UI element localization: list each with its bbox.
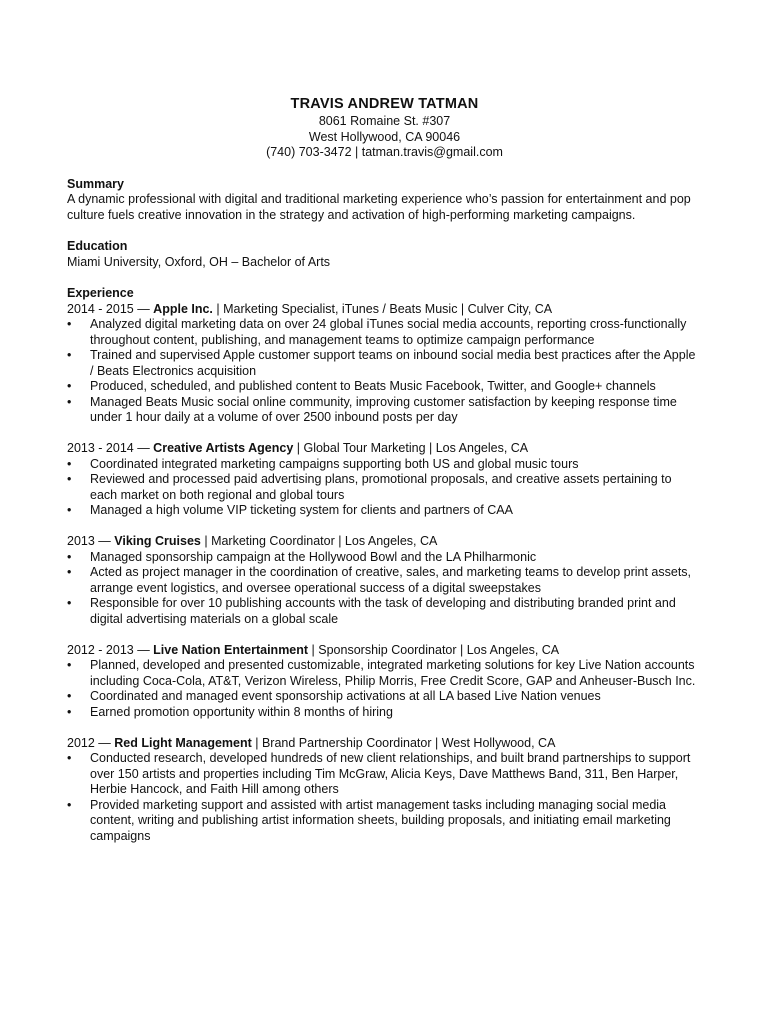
job-bullet-item bbox=[67, 379, 702, 395]
job-entry bbox=[67, 441, 702, 519]
job-details: | Marketing Coordinator | Los Angeles, CA bbox=[200, 534, 438, 548]
summary-section bbox=[67, 177, 702, 224]
job-bullet-list bbox=[67, 317, 702, 426]
job-dates: 2013 - 2014 — bbox=[67, 441, 154, 455]
job-bullet-item bbox=[67, 689, 702, 705]
job-bullet-text: Coordinated and managed event sponsorship activations at all LA based Live Nation venues bbox=[90, 689, 601, 703]
job-bullet-text: Coordinated integrated marketing campaigns supporting both US and global music tours bbox=[90, 456, 579, 471]
job-details: | Marketing Specialist, iTunes / Beats Music | Culver City, CA bbox=[212, 301, 553, 316]
bullet-icon: • bbox=[67, 751, 72, 765]
job-bullet-text: Planned, developed and presented customizable, integrated marketing solutions for key Live Nation accounts including Coca-Cola, AT&T, Verizon Wireless, Philip Morris, Free Credit Score, GAP and Anheuser-Busch Inc. bbox=[90, 658, 696, 688]
job-bullet-item bbox=[67, 751, 702, 798]
job-bullet-item bbox=[67, 550, 702, 566]
job-bullet-list bbox=[67, 457, 702, 519]
job-company: Creative Artists Agency bbox=[153, 441, 294, 455]
job-bullet-text: Conducted research, developed hundreds of new client relationships, and built brand partnerships to support over 150 artists and properties including Tim McGraw, Alicia Keys, Dave Matthews Band, 311, Ben Harper, Herbie Hancock, and Faith Hill among others bbox=[90, 751, 691, 796]
bullet-icon: • bbox=[67, 549, 72, 564]
job-bullet-list bbox=[67, 550, 702, 628]
job-bullet-text: Acted as project manager in the coordination of creative, sales, and marketing teams to develop print assets, arrange event logistics, and oversee operational success of a digital sweepstakes bbox=[90, 565, 692, 595]
bullet-icon: • bbox=[67, 596, 72, 610]
education-section bbox=[67, 239, 702, 270]
job-bullet-text: Produced, scheduled, and published content to Beats Music Facebook, Twitter, and Google+ channels bbox=[90, 379, 656, 393]
job-bullet-text: Earned promotion opportunity within 8 months of hiring bbox=[90, 704, 393, 719]
job-bullet-list bbox=[67, 658, 702, 720]
bullet-icon: • bbox=[67, 348, 72, 362]
education-text: Miami University, Oxford, OH – Bachelor of Arts bbox=[67, 254, 331, 269]
bullet-icon: • bbox=[67, 689, 72, 703]
job-bullet-list bbox=[67, 751, 702, 844]
job-title-line bbox=[67, 302, 702, 318]
job-dates: 2013 — bbox=[67, 534, 115, 548]
job-bullet-item bbox=[67, 457, 702, 473]
summary-heading: Summary bbox=[67, 176, 124, 191]
job-dates: 2014 - 2015 — bbox=[67, 301, 154, 316]
job-details: | Global Tour Marketing | Los Angeles, CA bbox=[293, 441, 529, 455]
address-line-2: West Hollywood, CA 90046 bbox=[308, 129, 461, 144]
candidate-name: TRAVIS ANDREW TATMAN bbox=[290, 96, 479, 112]
job-bullet-text: Managed Beats Music social online community, improving customer satisfaction by keeping response time under 1 hour daily at a volume of over 2500 inbound posts per day bbox=[90, 394, 677, 424]
job-bullet-item bbox=[67, 705, 702, 721]
job-bullet-text: Analyzed digital marketing data on over 24 global iTunes social media accounts, reporting cross-functionally throughout content, publishing, and management teams to optimize campaign performance bbox=[90, 317, 687, 347]
job-bullet-item bbox=[67, 596, 702, 627]
job-bullet-item bbox=[67, 658, 702, 689]
job-bullet-text: Reviewed and processed paid advertising plans, promotional proposals, and creative assets pertaining to each market on both regional and global tours bbox=[90, 472, 672, 502]
bullet-icon: • bbox=[67, 456, 72, 471]
job-details: | Sponsorship Coordinator | Los Angeles, CA bbox=[308, 642, 560, 657]
job-company: Viking Cruises bbox=[114, 534, 201, 548]
job-bullet-text: Trained and supervised Apple customer support teams on inbound social media best practices after the Apple / Beats Electronics acquisition bbox=[90, 348, 696, 378]
education-heading: Education bbox=[67, 239, 128, 253]
bullet-icon: • bbox=[67, 472, 72, 486]
job-bullet-text: Responsible for over 10 publishing accounts with the task of developing and distributing branded print and digital advertising materials on a global scale bbox=[90, 596, 676, 626]
job-list bbox=[67, 302, 702, 845]
job-entry bbox=[67, 534, 702, 627]
contact-line: (740) 703-3472 | tatman.travis@gmail.com bbox=[266, 145, 503, 159]
job-bullet-item bbox=[67, 798, 702, 845]
job-bullet-text: Managed sponsorship campaign at the Hollywood Bowl and the LA Philharmonic bbox=[90, 549, 537, 564]
job-entry bbox=[67, 643, 702, 721]
bullet-icon: • bbox=[67, 797, 72, 812]
job-title-line bbox=[67, 736, 702, 752]
experience-section bbox=[67, 286, 702, 844]
job-title-line bbox=[67, 441, 702, 457]
job-dates: 2012 - 2013 — bbox=[67, 642, 154, 657]
job-company: Live Nation Entertainment bbox=[153, 642, 309, 657]
bullet-icon: • bbox=[67, 704, 72, 719]
experience-heading: Experience bbox=[67, 286, 134, 300]
resume-header bbox=[67, 95, 702, 161]
bullet-icon: • bbox=[67, 379, 72, 393]
job-dates: 2012 — bbox=[67, 735, 115, 750]
job-title-line bbox=[67, 643, 702, 659]
summary-text: A dynamic professional with digital and traditional marketing experience who’s passion for entertainment and pop culture fuels creative innovation in the strategy and activation of high-performing marketing campaigns. bbox=[67, 192, 691, 222]
bullet-icon: • bbox=[67, 658, 72, 672]
job-bullet-item bbox=[67, 395, 702, 426]
job-bullet-item bbox=[67, 472, 702, 503]
job-entry bbox=[67, 736, 702, 845]
job-bullet-text: Provided marketing support and assisted with artist management tasks including managing social media content, writing and publishing artist information sheets, building proposals, and initiating email marketing campaigns bbox=[90, 797, 671, 843]
job-title-line bbox=[67, 534, 702, 550]
job-bullet-item bbox=[67, 503, 702, 519]
bullet-icon: • bbox=[67, 503, 72, 517]
job-details: | Brand Partnership Coordinator | West Hollywood, CA bbox=[251, 735, 556, 750]
job-entry bbox=[67, 302, 702, 426]
job-company: Apple Inc. bbox=[153, 301, 213, 316]
job-bullet-item bbox=[67, 317, 702, 348]
bullet-icon: • bbox=[67, 394, 72, 409]
address-line-1: 8061 Romaine St. #307 bbox=[318, 114, 451, 128]
bullet-icon: • bbox=[67, 565, 72, 579]
job-bullet-item bbox=[67, 565, 702, 596]
bullet-icon: • bbox=[67, 317, 72, 331]
job-bullet-text: Managed a high volume VIP ticketing system for clients and partners of CAA bbox=[90, 503, 513, 517]
job-company: Red Light Management bbox=[114, 735, 252, 750]
job-bullet-item bbox=[67, 348, 702, 379]
